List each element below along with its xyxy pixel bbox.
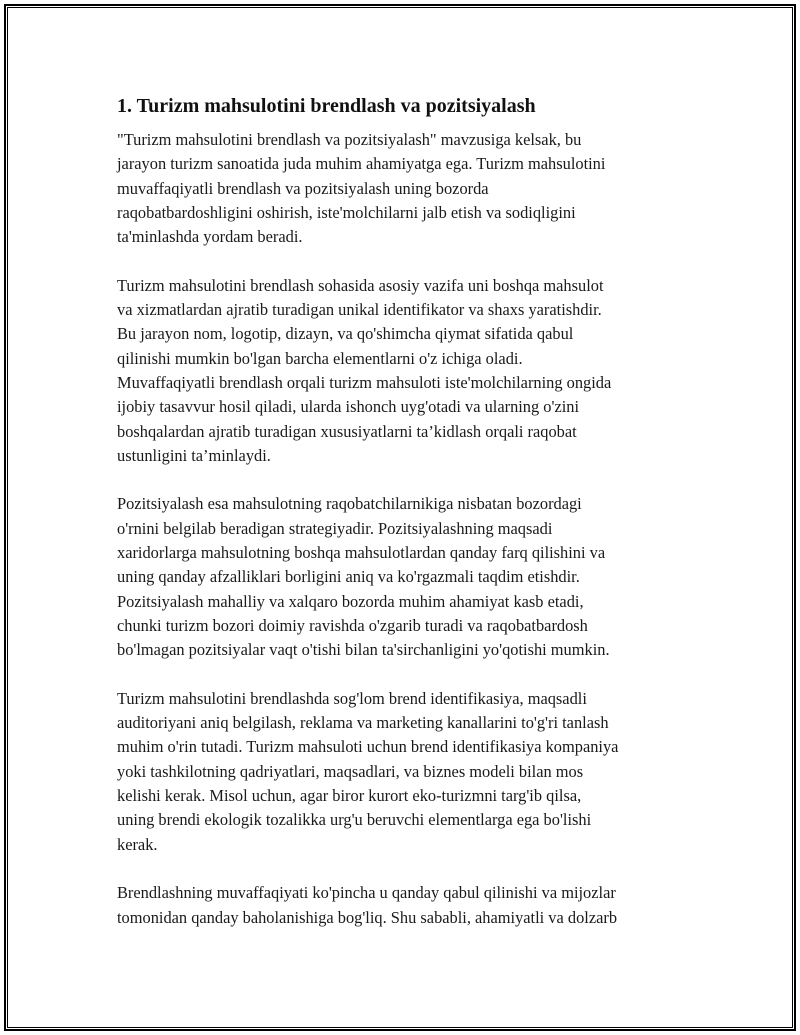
text-line: ustunligini ta’minlaydi. [117, 445, 271, 465]
text-line: raqobatbardoshligini oshirish, iste'molchilarni jalb etish va sodiqligini [117, 202, 576, 222]
text-line: kelishi kerak. Misol uchun, agar biror kurort eko-turizmni targ'ib qilsa, [117, 786, 582, 806]
text-line: ta'minlashda yordam beradi. [117, 227, 303, 247]
text-line: chunki turizm bozori doimiy ravishda o'zgarib turadi va raqobatbardosh [117, 615, 588, 635]
text-line: ijobiy tasavvur hosil qiladi, ularda ishonch uyg'otadi va ularning o'zini [117, 397, 580, 417]
text-line: boshqalardan ajratib turadigan xususiyatlarni ta’kidlash orqali raqobat [117, 421, 577, 441]
document-body [117, 92, 697, 954]
text-line: uning qanday afzalliklari borligini aniq va ko'rgazmali taqdim etishdir. [117, 567, 580, 587]
paragraph-3 [117, 492, 697, 662]
text-line: jarayon turizm sanoatida juda muhim ahamiyatga ega. Turizm mahsulotini [117, 154, 606, 174]
text-line: xaridorlarga mahsulotning boshqa mahsulotlardan qanday farq qilishini va [117, 543, 606, 563]
text-line: auditoriyani aniq belgilash, reklama va marketing kanallarini to'g'ri tanlash [117, 713, 609, 733]
paragraph-5 [117, 881, 697, 930]
text-line: va xizmatlardan ajratib turadigan unikal identifikator va shaxs yaratishdir. [117, 300, 602, 320]
paragraph-1 [117, 128, 697, 249]
paragraph-4 [117, 687, 697, 857]
text-line: yoki tashkilotning qadriyatlari, maqsadlari, va biznes modeli bilan mos [117, 761, 584, 781]
text-line: Bu jarayon nom, logotip, dizayn, va qo'shimcha qiymat sifatida qabul [117, 324, 574, 344]
text-line: muhim o'rin tutadi. Turizm mahsuloti uchun brend identifikasiya kompaniya [117, 737, 619, 757]
text-line: uning brendi ekologik tozalikka urg'u beruvchi elementlarga ega bo'lishi [117, 810, 592, 830]
text-line: kerak. [117, 834, 158, 854]
text-line: muvaffaqiyatli brendlash va pozitsiyalash uning bozorda [117, 178, 489, 198]
text-line: tomonidan qanday baholanishiga bog'liq. Shu sababli, ahamiyatli va dolzarb [117, 907, 618, 927]
paragraph-2 [117, 274, 697, 468]
text-line: "Turizm mahsulotini brendlash va pozitsiyalash" mavzusiga kelsak, bu [117, 130, 582, 149]
text-line: qilinishi mumkin bo'lgan barcha elementlarni o'z ichiga oladi. [117, 348, 523, 368]
text-line: bo'lmagan pozitsiyalar vaqt o'tishi bilan ta'sirchanligini yo'qotishi mumkin. [117, 640, 610, 660]
text-line: Pozitsiyalash esa mahsulotning raqobatchilarnikiga nisbatan bozordagi [117, 494, 582, 514]
text-line: Pozitsiyalash mahalliy va xalqaro bozorda muhim ahamiyat kasb etadi, [117, 591, 584, 611]
text-line: Muvaffaqiyatli brendlash orqali turizm mahsuloti iste'molchilarning ongida [117, 372, 612, 392]
text-line: o'rnini belgilab beradigan strategiyadir. Pozitsiyalashning maqsadi [117, 518, 553, 538]
text-line: Brendlashning muvaffaqiyati ko'pincha u qanday qabul qilinishi va mijozlar [117, 883, 616, 903]
text-line: Turizm mahsulotini brendlash sohasida asosiy vazifa uni boshqa mahsulot [117, 275, 604, 295]
section-heading: 1. Turizm mahsulotini brendlash va pozitsiyalash [117, 95, 536, 117]
text-line: Turizm mahsulotini brendlashda sog'lom brend identifikasiya, maqsadli [117, 688, 587, 708]
